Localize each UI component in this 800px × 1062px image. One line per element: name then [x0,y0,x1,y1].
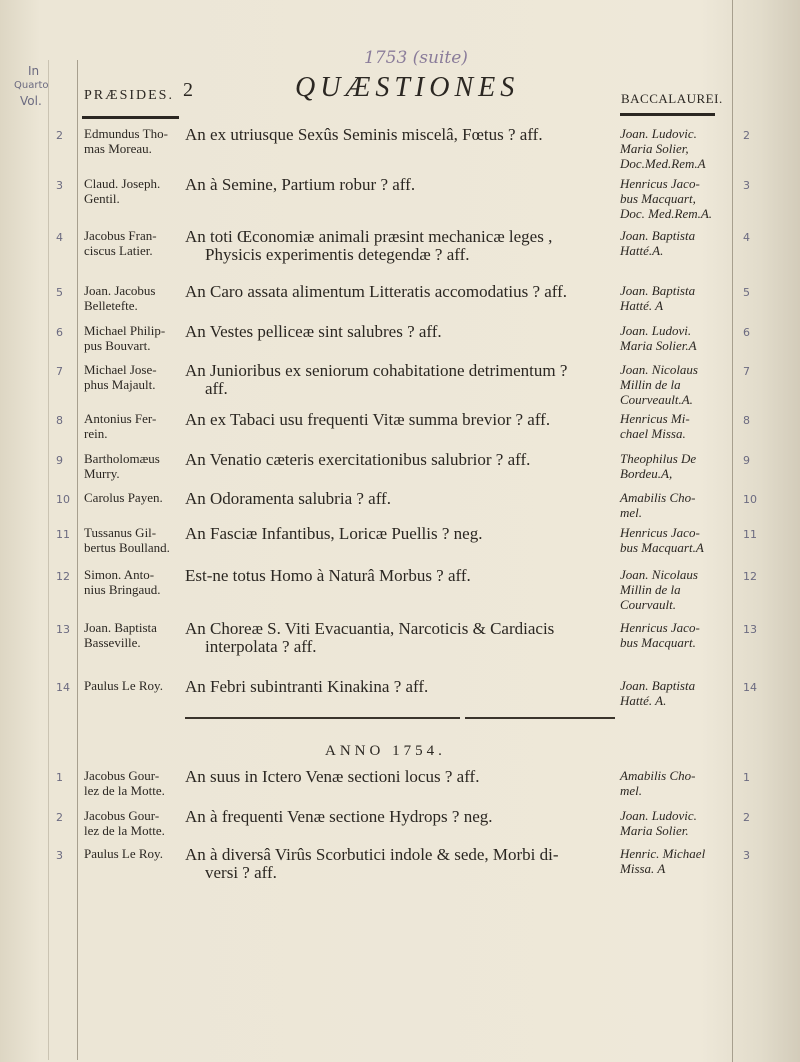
baccalaureus-name-line: Hatté.A. [620,243,664,258]
baccalaureus-name [620,283,730,313]
row-number-left: 3 [56,849,63,862]
row-number-right: 2 [743,129,750,142]
praeses-name-line: Jacobus Gour- [84,808,160,823]
row-number-left: 3 [56,179,63,192]
baccalaureus-name-line: Bordeu.A, [620,466,673,481]
baccalaureus-name-line: Theophilus De [620,451,697,466]
question-text-line: An suus in Ictero Venæ sectioni locus ? aff. [185,767,480,786]
baccalaureus-name-line: Hatté. A. [620,693,667,708]
question-text-line: An à diversâ Virûs Scorbutici indole & sede, Morbi di- [185,845,559,864]
question-text [185,620,615,656]
baccalaureus-name [620,768,730,798]
praeses-name-line: pus Bouvart. [84,338,151,353]
row-number-right: 7 [743,365,750,378]
question-text-line: An Caro assata alimentum Litteratis accomodatius ? aff. [185,282,568,301]
baccalaureus-name-line: Joan. Baptista [620,283,696,298]
question-text-line: An à Semine, Partium robur ? aff. [185,175,416,194]
row-number-left: 11 [56,528,70,541]
row-number-left: 5 [56,286,63,299]
question-text-line: An Venatio cæteris exercitationibus salubrior ? aff. [185,450,531,469]
baccalaureus-name-line: Joan. Nicolaus [620,362,698,377]
praeses-name [84,678,184,693]
question-text-line: An Febri subintranti Kinakina ? aff. [185,677,429,696]
baccalaureus-name-line: mel. [620,505,643,520]
row-number-right: 13 [743,623,757,636]
question-text [185,411,615,429]
baccalaureus-name-line: bus Macquart.A [620,540,704,555]
praeses-name-line: lez de la Motte. [84,823,165,838]
praeses-name [84,228,184,258]
praeses-name-line: Jacobus Gour- [84,768,160,783]
baccalaureus-name-line: Joan. Ludovic. [620,126,697,141]
baccalaureus-name-line: Amabilis Cho- [620,490,696,505]
question-text [185,176,615,194]
row-number-left: 7 [56,365,63,378]
baccalaureus-name-line: Henric. Michael [620,846,706,861]
question-text [185,846,615,882]
baccalaureus-name-line: Courveault.A. [620,392,693,407]
question-text-line: An Odoramenta salubria ? aff. [185,489,391,508]
question-text-line: An Junioribus ex seniorum cohabitatione detrimentum ? [185,361,568,380]
margin-rule [48,60,49,1060]
praeses-name-line: Michael Philip- [84,323,166,338]
question-text [185,228,615,264]
row-number-right: 5 [743,286,750,299]
praeses-name [84,846,184,861]
row-number-right: 8 [743,414,750,427]
baccalaureus-name-line: mel. [620,783,643,798]
baccalaureus-name [620,362,730,407]
praeses-name-line: Paulus Le Roy. [84,846,163,861]
question-text-line: An Vestes pelliceæ sint salubres ? aff. [185,322,442,341]
praeses-name-line: Basseville. [84,635,141,650]
praeses-name [84,323,184,353]
praeses-name-line: Edmundus Tho- [84,126,168,141]
year-heading: ANNO 1754. [325,743,446,759]
baccalaureus-name-line: Joan. Baptista [620,228,696,243]
question-text [185,567,615,585]
header-baccalaurei: BACCALAUREI. [621,91,723,106]
row-number-right: 10 [743,493,757,506]
baccalaureus-name [620,411,730,441]
row-number-right: 3 [743,179,750,192]
baccalaureus-name [620,678,730,708]
praeses-name-line: Gentil. [84,191,120,206]
header-rule-right [620,113,715,116]
row-number-left: 4 [56,231,63,244]
row-number-right: 11 [743,528,757,541]
row-number-right: 14 [743,681,757,694]
row-number-right: 9 [743,454,750,467]
margin-note-vol: Vol. [20,94,42,108]
praeses-name [84,768,184,798]
question-text-line: aff. [205,379,228,398]
praeses-name-line: Simon. Anto- [84,567,155,582]
baccalaureus-name-line: bus Macquart, [620,191,696,206]
row-number-left: 2 [56,811,63,824]
baccalaureus-name-line: Joan. Baptista [620,678,696,693]
praeses-name-line: Jacobus Fran- [84,228,157,243]
question-text-line: versi ? aff. [205,863,277,882]
page-title: QUÆSTIONES [295,72,520,103]
column-rule-right [732,0,733,1062]
row-number-right: 3 [743,849,750,862]
baccalaureus-name-line: Missa. A [620,861,666,876]
row-number-right: 4 [743,231,750,244]
row-number-left: 10 [56,493,70,506]
praeses-name [84,411,184,441]
praeses-name-line: Antonius Fer- [84,411,157,426]
baccalaureus-name [620,567,730,612]
praeses-name-line: lez de la Motte. [84,783,165,798]
praeses-name [84,567,184,597]
praeses-name [84,490,184,505]
question-text [185,808,615,826]
praeses-name-line: Claud. Joseph. [84,176,161,191]
question-text [185,490,615,508]
baccalaureus-name-line: Amabilis Cho- [620,768,696,783]
question-text [185,768,615,786]
question-text [185,451,615,469]
row-number-left: 6 [56,326,63,339]
baccalaureus-name-line: Maria Solier, [620,141,689,156]
praeses-name-line: Michael Jose- [84,362,157,377]
row-number-left: 1 [56,771,63,784]
row-number-right: 6 [743,326,750,339]
baccalaureus-name-line: Doc.Med.Rem.A [620,156,706,171]
baccalaureus-name-line: chael Missa. [620,426,686,441]
baccalaureus-name [620,490,730,520]
question-text-line: Physicis experimentis detegendæ ? aff. [205,245,470,264]
question-text [185,362,615,398]
praeses-name-line: rein. [84,426,108,441]
question-text [185,678,615,696]
baccalaureus-name-line: Millin de la [620,582,681,597]
praeses-name-line: Tussanus Gil- [84,525,157,540]
praeses-name [84,126,184,156]
question-text-line: An ex Tabaci usu frequenti Vitæ summa brevior ? aff. [185,410,551,429]
baccalaureus-name [620,228,730,258]
praeses-name-line: Bartholomæus [84,451,160,466]
question-text [185,525,615,543]
question-text-line: An Choreæ S. Viti Evacuantia, Narcoticis & Cardiacis [185,619,555,638]
praeses-name-line: Paulus Le Roy. [84,678,163,693]
baccalaureus-name-line: bus Macquart. [620,635,696,650]
praeses-name [84,176,184,206]
row-number-left: 9 [56,454,63,467]
praeses-name-line: Joan. Baptista [84,620,157,635]
baccalaureus-name-line: Henricus Mi- [620,411,690,426]
baccalaureus-name [620,846,730,876]
question-text-line: An ex utriusque Sexûs Seminis miscelâ, Fœtus ? aff. [185,125,543,144]
question-text-line: Est-ne totus Homo à Naturâ Morbus ? aff. [185,566,471,585]
question-text-line: interpolata ? aff. [205,637,317,656]
baccalaureus-name-line: Joan. Ludovi. [620,323,692,338]
baccalaureus-name-line: Maria Solier.A [620,338,697,353]
baccalaureus-name-line: Joan. Ludovic. [620,808,697,823]
praeses-name-line: Belletefte. [84,298,138,313]
handwritten-date: 1753 (suite) [364,48,468,68]
baccalaureus-name [620,323,730,353]
row-number-right: 1 [743,771,750,784]
baccalaureus-name [620,126,730,171]
baccalaureus-name-line: Maria Solier. [620,823,689,838]
margin-note-quarto: Quarto [14,80,49,91]
praeses-name [84,362,184,392]
row-number-left: 14 [56,681,70,694]
baccalaureus-name [620,176,730,221]
row-number-left: 2 [56,129,63,142]
question-text-line: An Fasciæ Infantibus, Loricæ Puellis ? neg. [185,524,483,543]
baccalaureus-name [620,808,730,838]
row-number-left: 8 [56,414,63,427]
question-text [185,323,615,341]
praeses-name [84,620,184,650]
baccalaureus-name-line: Joan. Nicolaus [620,567,698,582]
question-text [185,126,615,144]
question-text-line: An à frequenti Venæ sectione Hydrops ? neg. [185,807,493,826]
header-rule-left [82,116,179,119]
praeses-name-line: bertus Boulland. [84,540,170,555]
baccalaureus-name-line: Henricus Jaco- [620,525,700,540]
baccalaureus-name-line: Hatté. A [620,298,664,313]
baccalaureus-name-line: Henricus Jaco- [620,620,700,635]
divider-rule-right [465,717,615,719]
page-number: 2 [183,79,193,101]
praeses-name [84,525,184,555]
praeses-name-line: nius Bringaud. [84,582,161,597]
baccalaureus-name-line: Doc. Med.Rem.A. [620,206,713,221]
baccalaureus-name [620,620,730,650]
baccalaureus-name-line: Courvault. [620,597,676,612]
divider-rule-left [185,717,460,719]
praeses-name-line: Murry. [84,466,120,481]
row-number-left: 13 [56,623,70,636]
margin-note-in: In [28,64,40,78]
praeses-name [84,283,184,313]
header-praesides: PRÆSIDES. [84,88,174,103]
praeses-name-line: ciscus Latier. [84,243,153,258]
baccalaureus-name-line: Henricus Jaco- [620,176,700,191]
row-number-left: 12 [56,570,70,583]
baccalaureus-name [620,451,730,481]
column-rule-left [77,60,78,1060]
praeses-name-line: mas Moreau. [84,141,152,156]
row-number-right: 12 [743,570,757,583]
praeses-name-line: Joan. Jacobus [84,283,156,298]
praeses-name-line: phus Majault. [84,377,156,392]
question-text [185,283,615,301]
praeses-name [84,451,184,481]
baccalaureus-name [620,525,730,555]
row-number-right: 2 [743,811,750,824]
baccalaureus-name-line: Millin de la [620,377,681,392]
question-text-line: An toti Œconomiæ animali præsint mechanicæ leges , [185,227,553,246]
praeses-name-line: Carolus Payen. [84,490,163,505]
praeses-name [84,808,184,838]
